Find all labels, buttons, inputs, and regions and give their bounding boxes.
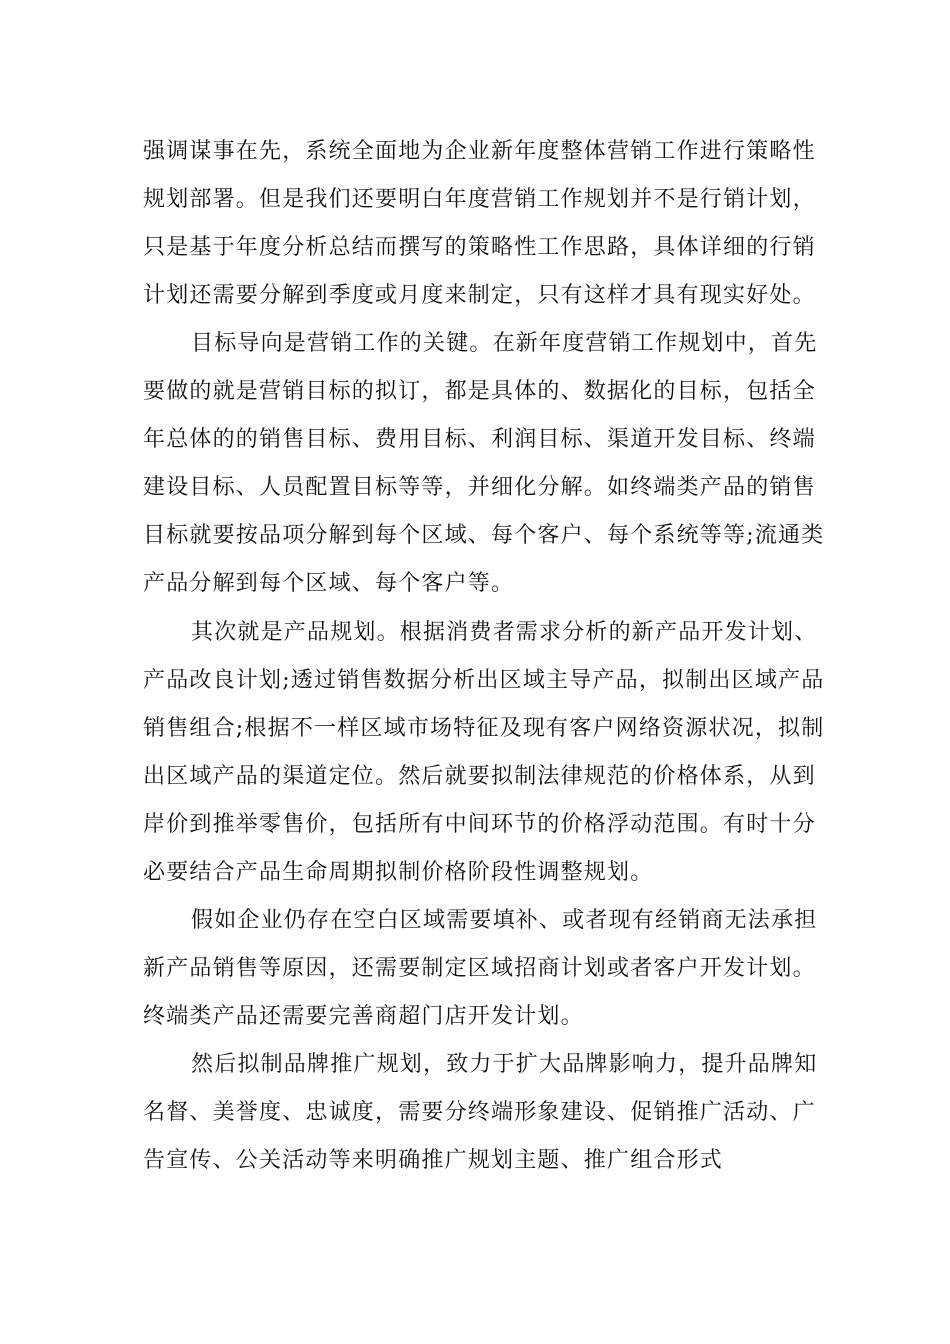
paragraph-5-line-1: 然后拟制品牌推广规划，致力于扩大品牌影响力，提升品牌知 [191,1052,818,1077]
paragraph-2-line-4: 建设目标、人员配置目标等等，并细化分解。如终端类产品的销售 [143,475,816,500]
paragraph-3-line-4: 出区域产品的渠道定位。然后就要拟制法律规范的价格体系，从到 [143,764,816,789]
paragraph-4-line-3: 终端类产品还需要完善商超门店开发计划。 [143,1004,584,1029]
paragraph-1-line-1: 强调谋事在先，系统全面地为企业新年度整体营销工作进行策略性 [143,139,816,164]
paragraph-1-line-3: 只是基于年度分析总结而撰写的策略性工作思路，具体详细的行销 [143,235,816,260]
paragraph-4-line-2: 新产品销售等原因，还需要制定区域招商计划或者客户开发计划。 [143,956,816,981]
paragraph-3-line-6: 必要结合产品生命周期拟制价格阶段性调整规划。 [143,860,654,885]
paragraph-5-line-3: 告宣传、公关活动等来明确推广规划主题、推广组合形式 [143,1148,724,1173]
paragraph-4-line-1: 假如企业仍存在空白区域需要填补、或者现有经销商无法承担 [191,908,818,933]
paragraph-3-line-2: 产品改良计划;透过销售数据分析出区域主导产品，拟制出区域产品 [143,668,825,693]
paragraph-3-line-3: 销售组合;根据不一样区域市场特征及现有客户网络资源状况，拟制 [143,716,825,741]
paragraph-3-line-1: 其次就是产品规划。根据消费者需求分析的新产品开发计划、 [191,620,818,645]
paragraph-3-line-5: 岸价到推举零售价，包括所有中间环节的价格浮动范围。有时十分 [143,812,816,837]
paragraph-2-line-5: 目标就要按品项分解到每个区域、每个客户、每个系统等等;流通类 [143,523,825,548]
paragraph-2-line-6: 产品分解到每个区域、每个客户等。 [143,571,515,596]
paragraph-5-line-2: 名督、美誉度、忠诚度，需要分终端形象建设、促销推广活动、广 [143,1100,816,1125]
paragraph-2-line-2: 要做的就是营销目标的拟订，都是具体的、数据化的目标，包括全 [143,379,816,404]
paragraph-2-line-3: 年总体的的销售目标、费用目标、利润目标、渠道开发目标、终端 [143,427,816,452]
paragraph-2-line-1: 目标导向是营销工作的关键。在新年度营销工作规划中，首先 [191,331,818,356]
paragraph-1-line-4: 计划还需要分解到季度或月度来制定，只有这样才具有现实好处。 [143,283,816,308]
paragraph-1-line-2: 规划部署。但是我们还要明白年度营销工作规划并不是行销计划， [143,187,816,212]
